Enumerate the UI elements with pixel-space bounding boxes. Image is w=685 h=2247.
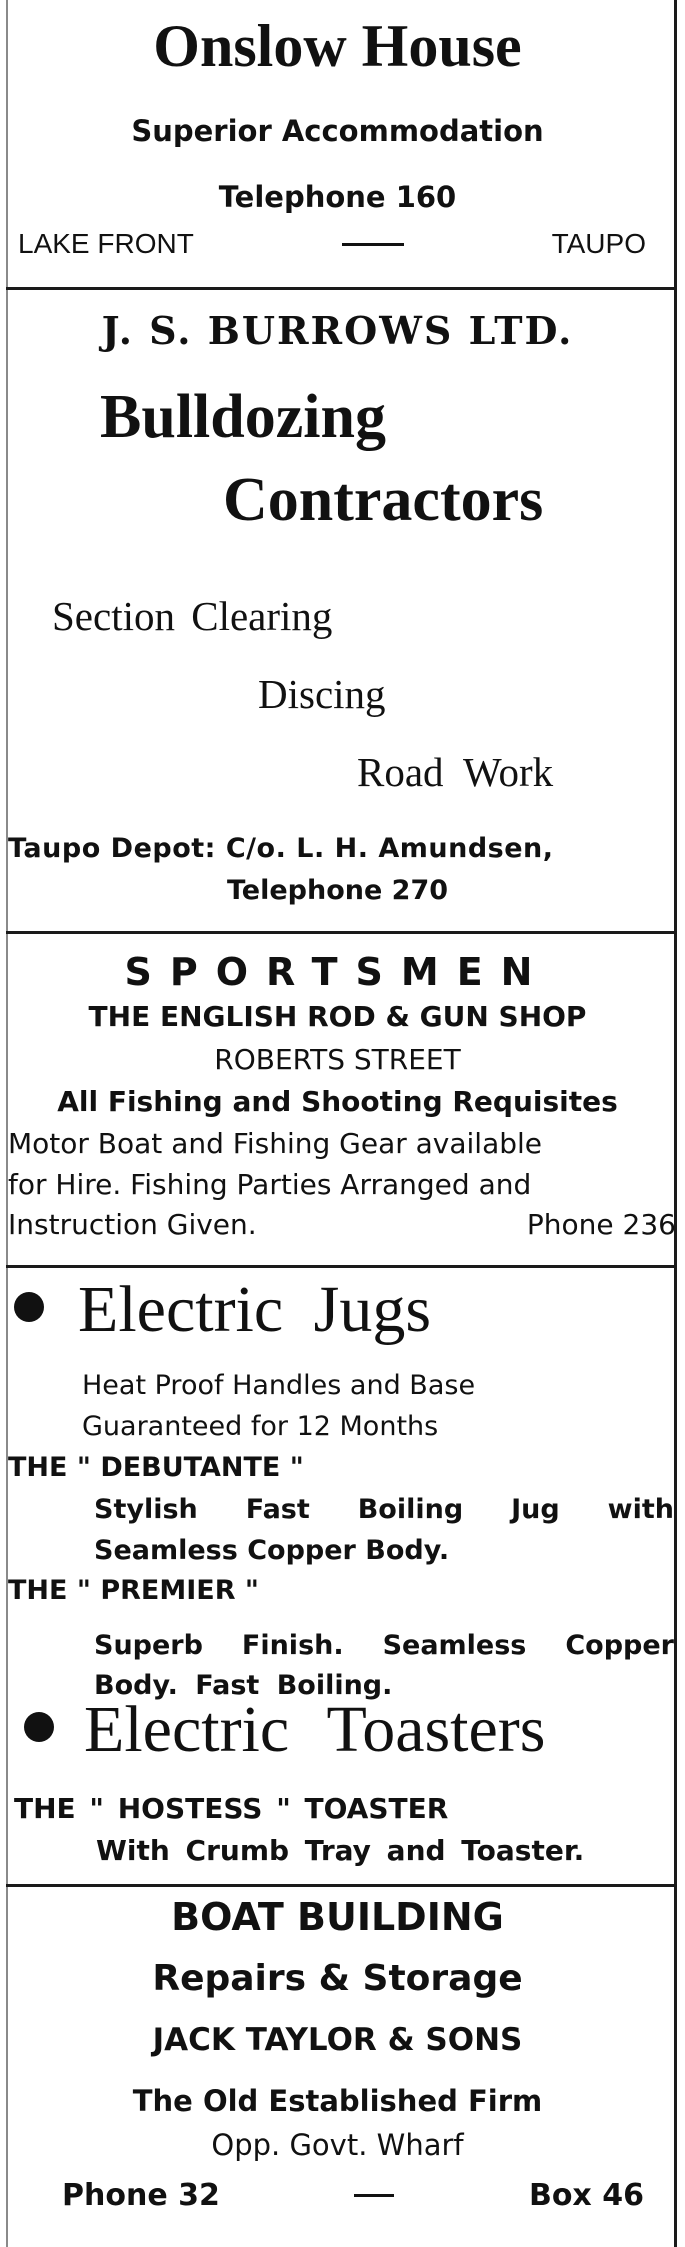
debutante-line-2: Seamless Copper Body. xyxy=(94,1535,450,1566)
boat-box: Box 46 xyxy=(528,2178,644,2213)
boat-sub: Repairs & Storage xyxy=(152,1958,523,1999)
burrows-line1: Bulldozing xyxy=(100,383,386,451)
onslow-location-left: LAKE FRONT xyxy=(18,228,194,259)
sportsmen-heading: SPORTSMEN xyxy=(124,950,551,994)
debutante-line-1 xyxy=(94,1494,674,1525)
onslow-phone: Telephone 160 xyxy=(218,180,457,214)
bullet-icon xyxy=(14,1292,44,1322)
boat-phone: Phone 32 xyxy=(62,2178,220,2213)
word: Copper xyxy=(565,1630,674,1661)
word: Fast xyxy=(245,1494,310,1525)
burrows-depot: Taupo Depot: C/o. L. H. Amundsen, xyxy=(8,833,554,864)
hostess-heading: THE " HOSTESS " TOASTER xyxy=(14,1792,449,1825)
word: with xyxy=(607,1494,674,1525)
burrows-line2: Contractors xyxy=(223,466,544,534)
boat-heading: BOAT BUILDING xyxy=(171,1895,504,1939)
burrows-phone: Telephone 270 xyxy=(226,875,449,906)
section-divider xyxy=(6,1884,674,1887)
electric-jugs-title: Electric Jugs xyxy=(78,1273,432,1346)
burrows-service-2: Discing xyxy=(258,671,386,717)
jugs-line-2: Guaranteed for 12 Months xyxy=(82,1411,439,1442)
onslow-subtitle: Superior Accommodation xyxy=(131,114,544,148)
burrows-company: J. S. BURROWS LTD. xyxy=(101,308,574,353)
word: Finish. xyxy=(241,1630,344,1661)
boat-firm: JACK TAYLOR & SONS xyxy=(152,2022,523,2058)
dash-separator xyxy=(354,2194,394,2197)
hostess-line-1: With Crumb Tray and Toaster. xyxy=(96,1834,585,1867)
jugs-line-1: Heat Proof Handles and Base xyxy=(82,1370,476,1401)
boat-established: The Old Established Firm xyxy=(132,2084,543,2118)
sportsmen-line-1: All Fishing and Shooting Requisites xyxy=(57,1085,618,1118)
word: Superb xyxy=(94,1630,203,1661)
debutante-heading: THE " DEBUTANTE " xyxy=(8,1452,304,1483)
premier-heading: THE " PREMIER " xyxy=(8,1575,259,1606)
sportsmen-phone: Phone 236 xyxy=(526,1208,676,1241)
section-divider xyxy=(6,287,674,290)
word: Seamless xyxy=(382,1630,527,1661)
word: Stylish xyxy=(94,1494,198,1525)
premier-line-2: Body. Fast Boiling. xyxy=(94,1670,393,1701)
sportsmen-line-2: Motor Boat and Fishing Gear available xyxy=(8,1127,543,1160)
onslow-location-line xyxy=(18,228,646,260)
section-divider xyxy=(6,931,674,934)
burrows-service-1: Section Clearing xyxy=(52,593,333,639)
electric-toasters-title: Electric Toasters xyxy=(84,1693,546,1766)
boat-contact-line xyxy=(62,2178,644,2213)
boat-location: Opp. Govt. Wharf xyxy=(211,2128,464,2162)
sportsmen-shop: THE ENGLISH ROD & GUN SHOP xyxy=(88,1000,587,1033)
burrows-service-3: Road Work xyxy=(357,749,554,795)
section-divider xyxy=(6,1265,674,1268)
word: Jug xyxy=(511,1494,560,1525)
word: Boiling xyxy=(357,1494,464,1525)
sportsmen-street: ROBERTS STREET xyxy=(214,1043,461,1076)
bullet-icon xyxy=(24,1712,54,1742)
dash-separator xyxy=(342,243,404,246)
sportsmen-line-4: Instruction Given. xyxy=(8,1208,257,1241)
sportsmen-line-3: for Hire. Fishing Parties Arranged and xyxy=(8,1168,532,1201)
premier-line-1 xyxy=(94,1630,674,1661)
onslow-title: Onslow House xyxy=(153,13,522,79)
onslow-location-right: TAUPO xyxy=(551,228,646,259)
sportsmen-last-line xyxy=(8,1208,676,1241)
